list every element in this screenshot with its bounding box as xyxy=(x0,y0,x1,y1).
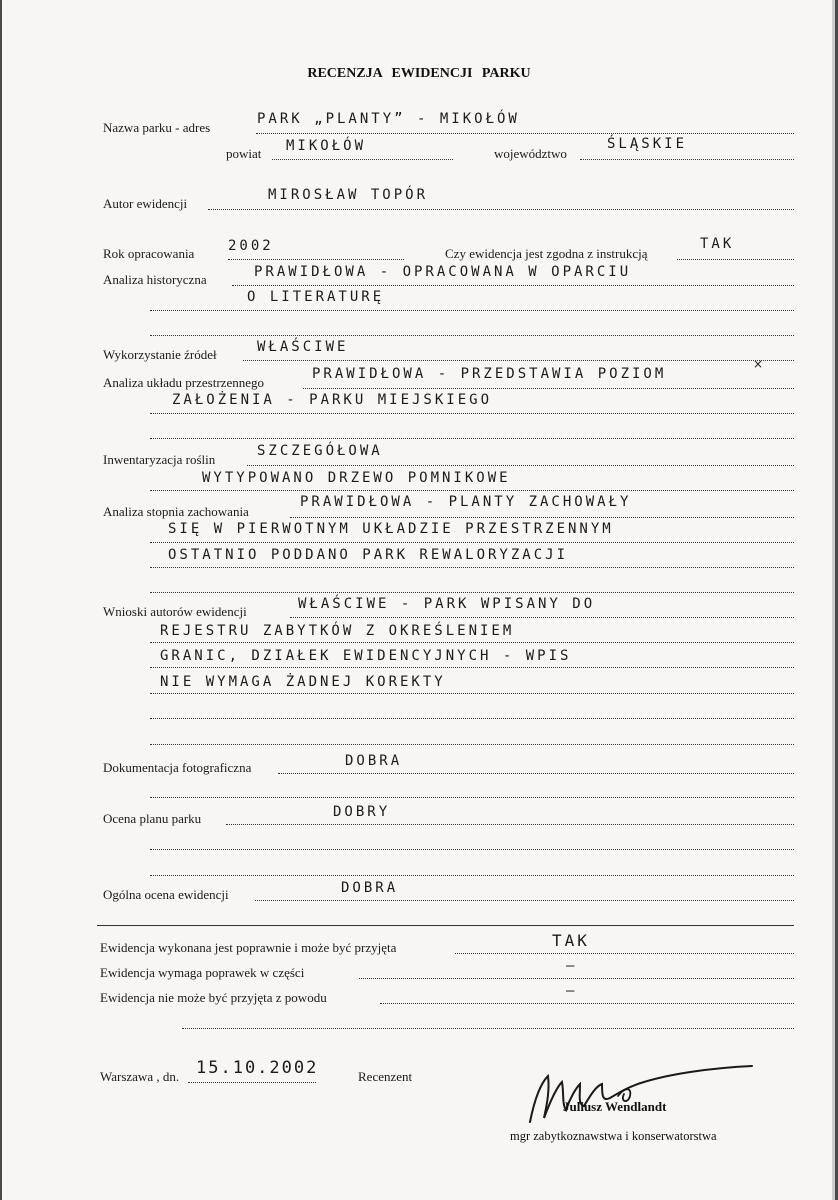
park-plan-line-3 xyxy=(150,875,794,876)
preservation-analysis-text-3: OSTATNIO PODDANO PARK REWALORYZACJI xyxy=(168,547,569,563)
correction-mark-icon: × xyxy=(753,357,764,371)
needs-corrections-line xyxy=(359,978,794,979)
photo-doc-value: DOBRA xyxy=(345,753,403,769)
conclusions-line-1 xyxy=(290,617,794,618)
historical-analysis-label: Analiza historyczna xyxy=(103,272,207,287)
conclusions-label: Wnioski autorów ewidencji xyxy=(103,604,247,619)
accepted-line xyxy=(455,953,794,954)
signature-icon xyxy=(520,1062,760,1132)
rejected-line xyxy=(380,1003,794,1004)
conclusions-line-6 xyxy=(150,744,794,745)
compliance-label: Czy ewidencja jest zgodna z instrukcją xyxy=(445,246,648,261)
historical-analysis-line-2 xyxy=(150,310,794,311)
reviewer-name: Juliusz Wendlandt xyxy=(563,1099,667,1114)
overall-rating-value: DOBRA xyxy=(341,880,399,896)
conclusions-line-3 xyxy=(150,667,794,668)
overall-rating-label: Ogólna ocena ewidencji xyxy=(103,887,229,902)
author-label: Autor ewidencji xyxy=(103,196,188,211)
spatial-analysis-line-2 xyxy=(150,413,794,414)
rejected-label: Ewidencja nie może być przyjęta z powodu xyxy=(100,990,327,1005)
voivodeship-label: województwo xyxy=(494,146,567,161)
section-divider xyxy=(97,925,794,926)
reviewer-title: mgr zabytkoznawstwa i konserwatorstwa xyxy=(510,1129,717,1143)
voivodeship-line xyxy=(580,159,794,160)
conclusions-line-5 xyxy=(150,718,794,719)
sources-value: WŁAŚCIWE xyxy=(257,339,349,355)
historical-analysis-text-2: O LITERATURĘ xyxy=(247,289,385,305)
year-line xyxy=(228,259,404,260)
spatial-analysis-label: Analiza układu przestrzennego xyxy=(103,375,264,390)
photo-doc-line-1 xyxy=(278,773,794,774)
plant-inventory-text-1: SZCZEGÓŁOWA xyxy=(257,443,383,459)
spatial-analysis-text-2: ZAŁOŻENIA - PARKU MIEJSKIEGO xyxy=(172,392,493,408)
sources-line xyxy=(243,360,794,361)
preservation-analysis-label: Analiza stopnia zachowania xyxy=(103,504,249,519)
accepted-label: Ewidencja wykonana jest poprawnie i może być przyjęta xyxy=(100,940,397,955)
spatial-analysis-text-1: PRAWIDŁOWA - PRZEDSTAWIA POZIOM xyxy=(312,366,667,382)
author-line xyxy=(208,209,794,210)
park-plan-value: DOBRY xyxy=(333,804,391,820)
park-name-value: PARK „PLANTY” - MIKOŁÓW xyxy=(257,111,520,127)
park-plan-line-2 xyxy=(150,849,794,850)
place-date-label: Warszawa , dn. xyxy=(100,1069,180,1084)
overall-rating-line xyxy=(255,900,794,901)
year-value: 2002 xyxy=(228,238,274,254)
conclusions-text-4: NIE WYMAGA ŻADNEJ KOREKTY xyxy=(160,674,446,690)
compliance-value: TAK xyxy=(700,236,735,252)
plant-inventory-line-1 xyxy=(247,465,794,466)
conclusions-text-3: GRANIC, DZIAŁEK EWIDENCYJNYCH - WPIS xyxy=(160,648,572,664)
historical-analysis-line-3 xyxy=(150,335,794,336)
conclusions-line-4 xyxy=(150,693,794,694)
sources-label: Wykorzystanie źródeł xyxy=(103,347,217,362)
plant-inventory-label: Inwentaryzacja roślin xyxy=(103,452,216,467)
county-line xyxy=(272,159,453,160)
county-label: powiat xyxy=(226,146,262,161)
year-label: Rok opracowania xyxy=(103,246,195,261)
conclusions-text-2: REJESTRU ZABYTKÓW Z OKREŚLENIEM xyxy=(160,623,515,639)
photo-doc-label: Dokumentacja fotograficzna xyxy=(103,760,252,775)
preservation-analysis-line-1 xyxy=(290,517,794,518)
park-plan-line-1 xyxy=(226,824,794,825)
historical-analysis-line-1 xyxy=(232,285,794,286)
author-value: MIROSŁAW TOPÓR xyxy=(268,187,429,203)
reviewer-label: Recenzent xyxy=(358,1069,413,1084)
preservation-analysis-text-1: PRAWIDŁOWA - PLANTY ZACHOWAŁY xyxy=(300,494,632,510)
spatial-analysis-line-1 xyxy=(303,388,794,389)
date-value: 15.10.2002 xyxy=(196,1058,319,1078)
county-value: MIKOŁÓW xyxy=(286,138,367,154)
preservation-analysis-line-4 xyxy=(150,592,794,593)
date-line xyxy=(188,1082,316,1083)
accepted-value: TAK xyxy=(552,931,590,950)
needs-corrections-value: — xyxy=(566,958,578,974)
compliance-line xyxy=(677,259,794,260)
rejected-line-2 xyxy=(182,1028,794,1029)
rejected-value: — xyxy=(566,983,578,999)
historical-analysis-text-1: PRAWIDŁOWA - OPRACOWANA W OPARCIU xyxy=(254,264,632,280)
park-name-label: Nazwa parku - adres xyxy=(103,120,211,135)
photo-doc-line-2 xyxy=(150,797,794,798)
conclusions-line-2 xyxy=(150,642,794,643)
preservation-analysis-text-2: SIĘ W PIERWOTNYM UKŁADZIE PRZESTRZENNYM xyxy=(168,521,614,537)
voivodeship-value: ŚLĄSKIE xyxy=(607,136,688,152)
plant-inventory-text-2: WYTYPOWANO DRZEWO POMNIKOWE xyxy=(202,470,511,486)
spatial-analysis-line-3 xyxy=(150,438,794,439)
park-plan-label: Ocena planu parku xyxy=(103,811,202,826)
park-name-line xyxy=(256,133,794,134)
needs-corrections-label: Ewidencja wymaga poprawek w części xyxy=(100,965,305,980)
plant-inventory-line-2 xyxy=(150,490,794,491)
conclusions-text-1: WŁAŚCIWE - PARK WPISANY DO xyxy=(298,596,596,612)
preservation-analysis-line-3 xyxy=(150,567,794,568)
form-title: RECENZJA EWIDENCJI PARKU xyxy=(307,66,531,81)
preservation-analysis-line-2 xyxy=(150,542,794,543)
